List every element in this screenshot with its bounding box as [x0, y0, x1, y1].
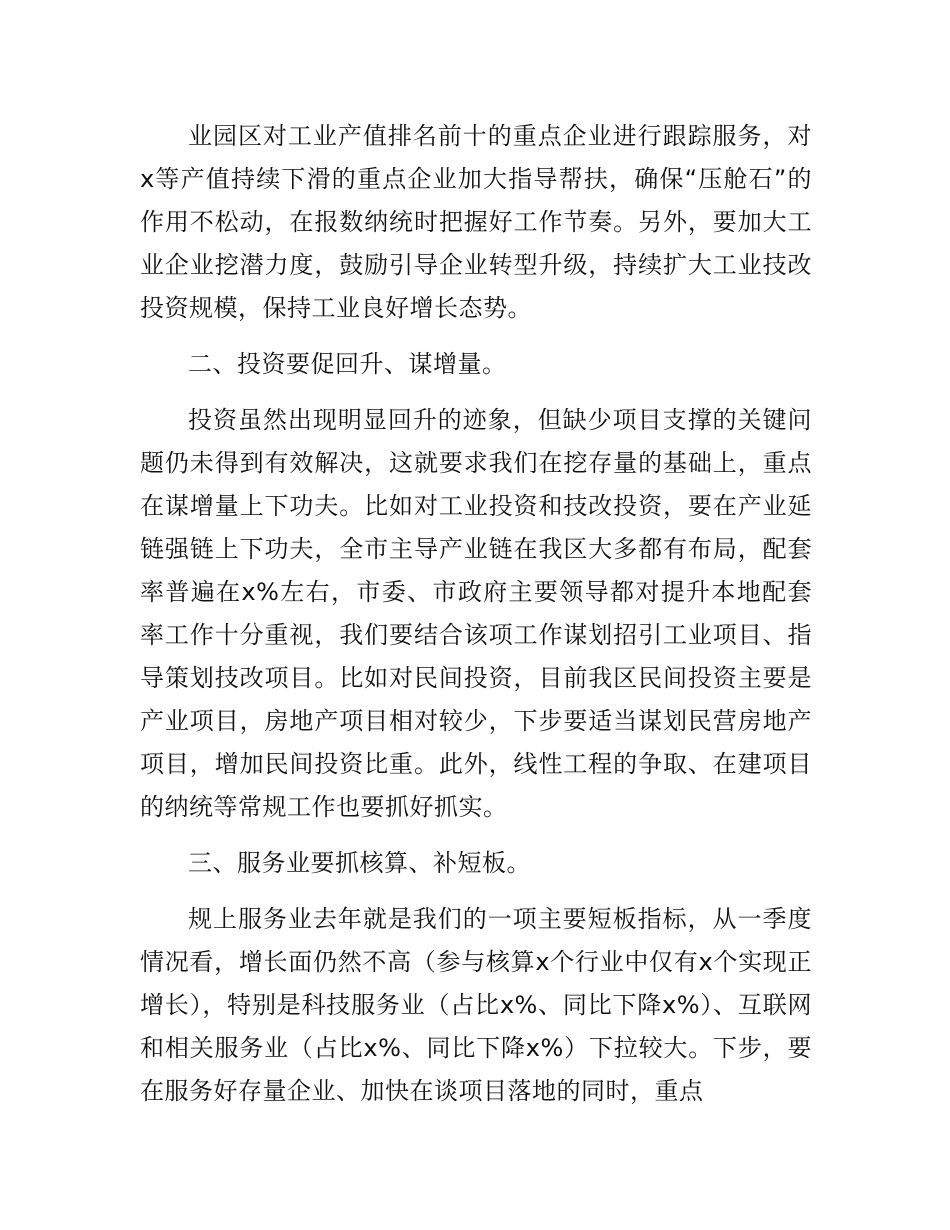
paragraph-investment: 投资虽然出现明显回升的迹象，但缺少项目支撑的关键问题仍未得到有效解决，这就要求我们在挖存量的基础上，重点在谋增量上下功夫。比如对工业投资和技改投资，要在产业延链强链上下功夫，全市主导产业链在我区大多都有布局，配套率普遍在x%左右，市委、市政府主要领导都对提升本地配套率工作十分重视，我们要结合该项工作谋划招引工业项目、指导策划技改项目。比如对民间投资，目前我区民间投资主要是产业项目，房地产项目相对较少，下步要适当谋划民营房地产项目，增加民间投资比重。此外，线性工程的争取、在建项目的纳统等常规工作也要抓好抓实。 — [140, 406, 812, 821]
section-heading-services: 三、服务业要抓核算、补短板。 — [188, 849, 531, 877]
paragraph-services: 规上服务业去年就是我们的一项主要短板指标，从一季度情况看，增长面仍然不高（参与核算x个行业中仅有x个实现正增长），特别是科技服务业（占比x%、同比下降x%）、互联网和相关服务业（占比x%、同比下降x%）下拉较大。下步，要在服务好存量企业、加快在谈项目落地的同时，重点 — [140, 905, 812, 1105]
paragraph-industry-continued: 业园区对工业产值排名前十的重点企业进行跟踪服务，对x等产值持续下滑的重点企业加大指导帮扶，确保“压舱石”的作用不松动，在报数纳统时把握好工作节奏。另外，要加大工业企业挖潜力度，鼓励引导企业转型升级，持续扩大工业技改投资规模，保持工业良好增长态势。 — [140, 122, 812, 322]
section-heading-investment: 二、投资要促回升、谋增量。 — [188, 350, 507, 378]
document-body — [140, 115, 812, 1126]
